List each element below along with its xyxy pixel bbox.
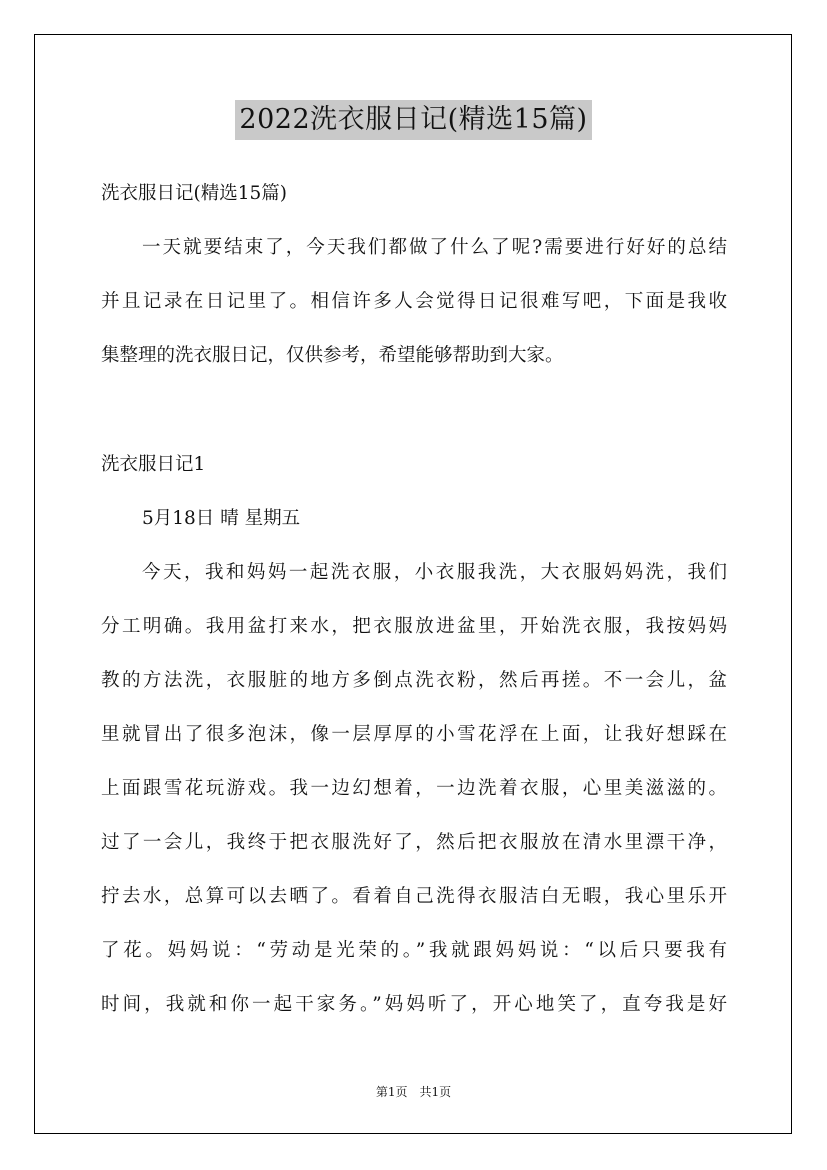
intro-paragraph-line: 并且记录在日记里了。相信许多人会觉得日记很难写吧，下面是我收 <box>101 291 727 312</box>
intro-paragraph-line: 一天就要结束了，今天我们都做了什么了呢?需要进行好好的总结 <box>142 237 727 258</box>
body-paragraph-line: 教的方法洗，衣服脏的地方多倒点洗衣粉，然后再搓。不一会儿，盆 <box>101 670 727 691</box>
body-paragraph-line: 了花。妈妈说：“劳动是光荣的。”我就跟妈妈说：“以后只要我有 <box>101 940 727 961</box>
body-paragraph-line: 过了一会儿，我终于把衣服洗好了，然后把衣服放在清水里漂干净， <box>101 832 727 853</box>
body-paragraph-line: 时间，我就和你一起干家务。”妈妈听了，开心地笑了，直夸我是好 <box>101 994 727 1015</box>
document-title: 2022洗衣服日记(精选15篇) <box>235 100 591 140</box>
body-paragraph-line: 里就冒出了很多泡沫，像一层厚厚的小雪花浮在上面，让我好想踩在 <box>101 724 727 745</box>
body-paragraph-line: 分工明确。我用盆打来水，把衣服放进盆里，开始洗衣服，我按妈妈 <box>101 616 727 637</box>
body-paragraph-line: 拧去水，总算可以去晒了。看着自己洗得衣服洁白无暇，我心里乐开 <box>101 886 727 907</box>
body-paragraph-line: 上面跟雪花玩游戏。我一边幻想着，一边洗着衣服，心里美滋滋的。 <box>101 778 727 799</box>
body-paragraph-line: 今天，我和妈妈一起洗衣服，小衣服我洗，大衣服妈妈洗，我们 <box>142 562 727 583</box>
entry-date: 5月18日 晴 星期五 <box>142 508 301 529</box>
section-heading: 洗衣服日记1 <box>101 454 206 475</box>
title-container <box>0 100 827 140</box>
page-footer: 第1页 共1页 <box>375 1085 452 1099</box>
document-subtitle: 洗衣服日记(精选15篇) <box>101 183 287 204</box>
intro-paragraph-line: 集整理的洗衣服日记，仅供参考，希望能够帮助到大家。 <box>101 345 564 366</box>
